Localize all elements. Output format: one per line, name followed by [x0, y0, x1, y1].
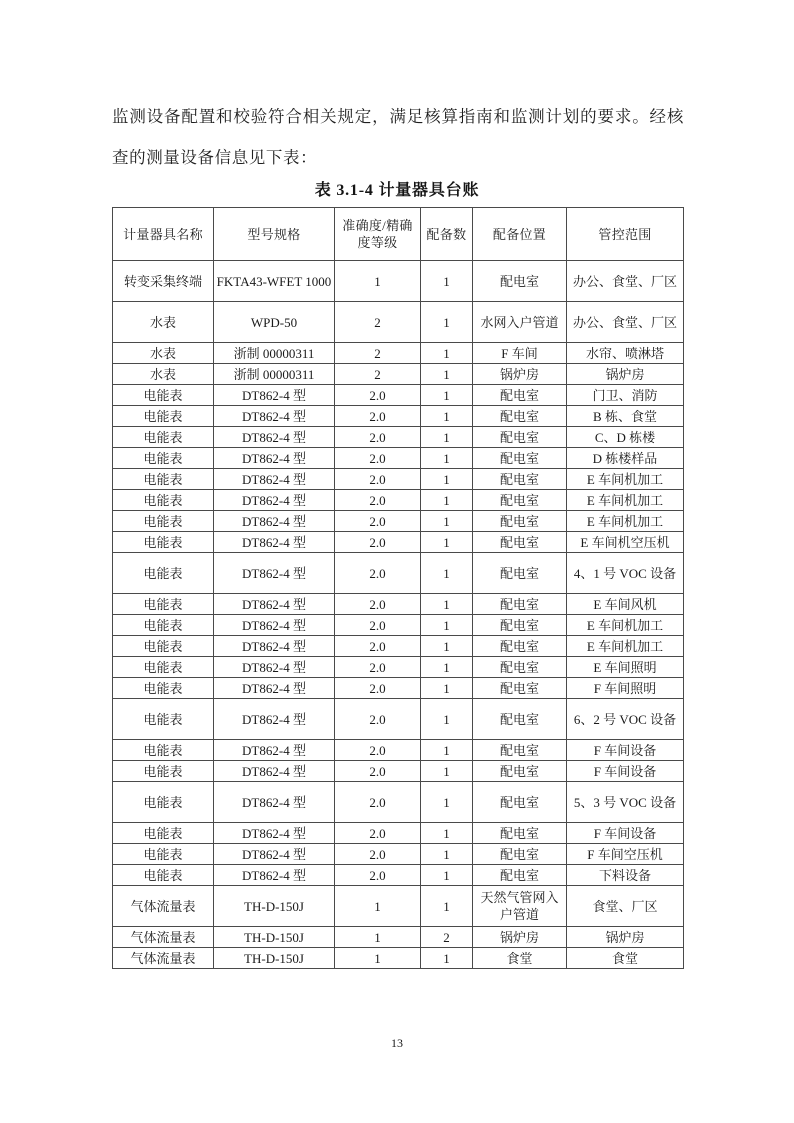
cell-location: 配电室 [473, 636, 567, 657]
cell-accuracy-grade: 1 [335, 948, 421, 969]
cell-accuracy-grade: 2.0 [335, 448, 421, 469]
column-header-device-name: 计量器具名称 [113, 208, 214, 261]
cell-quantity: 1 [421, 699, 473, 740]
cell-model-spec: DT862-4 型 [214, 678, 335, 699]
cell-location: 配电室 [473, 678, 567, 699]
cell-model-spec: DT862-4 型 [214, 406, 335, 427]
column-header-control-scope: 管控范围 [567, 208, 684, 261]
cell-quantity: 1 [421, 865, 473, 886]
cell-device-name: 电能表 [113, 490, 214, 511]
cell-control-scope: E 车间机加工 [567, 636, 684, 657]
cell-quantity: 1 [421, 782, 473, 823]
table-row [113, 948, 684, 969]
cell-model-spec: 浙制 00000311 [214, 364, 335, 385]
cell-model-spec: TH-D-150J [214, 886, 335, 927]
cell-device-name: 电能表 [113, 636, 214, 657]
cell-quantity: 1 [421, 511, 473, 532]
cell-model-spec: DT862-4 型 [214, 699, 335, 740]
cell-model-spec: DT862-4 型 [214, 823, 335, 844]
column-header-location: 配备位置 [473, 208, 567, 261]
table-row [113, 886, 684, 927]
cell-quantity: 1 [421, 948, 473, 969]
body-paragraph: 监测设备配置和校验符合相关规定，满足核算指南和监测计划的要求。经核查的测量设备信息见下表： [112, 107, 684, 167]
cell-location: 配电室 [473, 761, 567, 782]
cell-accuracy-grade: 1 [335, 886, 421, 927]
cell-model-spec: DT862-4 型 [214, 532, 335, 553]
table-header [113, 208, 684, 261]
column-header-model-spec: 型号规格 [214, 208, 335, 261]
cell-control-scope: D 栋楼样品 [567, 448, 684, 469]
cell-accuracy-grade: 2.0 [335, 865, 421, 886]
cell-model-spec: DT862-4 型 [214, 448, 335, 469]
cell-accuracy-grade: 2.0 [335, 678, 421, 699]
cell-location: 配电室 [473, 823, 567, 844]
cell-location: 配电室 [473, 469, 567, 490]
cell-location: F 车间 [473, 343, 567, 364]
cell-device-name: 电能表 [113, 657, 214, 678]
cell-location: 配电室 [473, 782, 567, 823]
cell-device-name: 水表 [113, 302, 214, 343]
cell-quantity: 1 [421, 678, 473, 699]
cell-accuracy-grade: 2.0 [335, 594, 421, 615]
cell-control-scope: E 车间机加工 [567, 469, 684, 490]
table-header-row [113, 208, 684, 261]
cell-accuracy-grade: 2.0 [335, 740, 421, 761]
cell-location: 锅炉房 [473, 364, 567, 385]
table-row [113, 532, 684, 553]
cell-location: 配电室 [473, 699, 567, 740]
cell-accuracy-grade: 2.0 [335, 385, 421, 406]
cell-accuracy-grade: 1 [335, 261, 421, 302]
cell-control-scope: E 车间照明 [567, 657, 684, 678]
cell-quantity: 1 [421, 448, 473, 469]
cell-model-spec: DT862-4 型 [214, 490, 335, 511]
cell-control-scope: C、D 栋楼 [567, 427, 684, 448]
cell-quantity: 1 [421, 823, 473, 844]
cell-quantity: 2 [421, 927, 473, 948]
cell-device-name: 电能表 [113, 469, 214, 490]
cell-quantity: 1 [421, 615, 473, 636]
table-row [113, 782, 684, 823]
cell-device-name: 电能表 [113, 865, 214, 886]
cell-location: 配电室 [473, 740, 567, 761]
cell-device-name: 电能表 [113, 782, 214, 823]
table-row [113, 678, 684, 699]
cell-device-name: 电能表 [113, 511, 214, 532]
cell-model-spec: WPD-50 [214, 302, 335, 343]
cell-quantity: 1 [421, 886, 473, 927]
cell-device-name: 电能表 [113, 678, 214, 699]
cell-quantity: 1 [421, 406, 473, 427]
table-row [113, 865, 684, 886]
cell-location: 锅炉房 [473, 927, 567, 948]
cell-control-scope: 水帘、喷淋塔 [567, 343, 684, 364]
cell-control-scope: E 车间机加工 [567, 490, 684, 511]
cell-device-name: 转变采集终端 [113, 261, 214, 302]
cell-location: 配电室 [473, 657, 567, 678]
cell-device-name: 电能表 [113, 406, 214, 427]
cell-location: 配电室 [473, 448, 567, 469]
cell-model-spec: DT862-4 型 [214, 865, 335, 886]
cell-control-scope: E 车间风机 [567, 594, 684, 615]
cell-accuracy-grade: 2.0 [335, 511, 421, 532]
cell-model-spec: DT862-4 型 [214, 657, 335, 678]
cell-location: 配电室 [473, 865, 567, 886]
table-row [113, 636, 684, 657]
cell-device-name: 电能表 [113, 740, 214, 761]
cell-model-spec: DT862-4 型 [214, 385, 335, 406]
table-row [113, 657, 684, 678]
table-row [113, 448, 684, 469]
cell-device-name: 电能表 [113, 823, 214, 844]
table-row [113, 761, 684, 782]
cell-accuracy-grade: 2.0 [335, 657, 421, 678]
table-caption: 表 3.1-4 计量器具台账 [314, 182, 480, 199]
cell-location: 配电室 [473, 594, 567, 615]
cell-control-scope: 门卫、消防 [567, 385, 684, 406]
table-row [113, 364, 684, 385]
table-row [113, 823, 684, 844]
cell-location: 配电室 [473, 490, 567, 511]
cell-model-spec: DT862-4 型 [214, 782, 335, 823]
table-row [113, 302, 684, 343]
cell-device-name: 气体流量表 [113, 948, 214, 969]
cell-accuracy-grade: 2.0 [335, 490, 421, 511]
cell-device-name: 电能表 [113, 448, 214, 469]
cell-model-spec: DT862-4 型 [214, 636, 335, 657]
cell-accuracy-grade: 2.0 [335, 532, 421, 553]
cell-model-spec: DT862-4 型 [214, 615, 335, 636]
cell-control-scope: F 车间照明 [567, 678, 684, 699]
cell-quantity: 1 [421, 532, 473, 553]
cell-quantity: 1 [421, 594, 473, 615]
cell-device-name: 气体流量表 [113, 927, 214, 948]
cell-device-name: 电能表 [113, 553, 214, 594]
cell-device-name: 电能表 [113, 844, 214, 865]
column-header-quantity: 配备数 [421, 208, 473, 261]
cell-quantity: 1 [421, 427, 473, 448]
cell-control-scope: 锅炉房 [567, 927, 684, 948]
cell-model-spec: DT862-4 型 [214, 594, 335, 615]
table-row [113, 261, 684, 302]
cell-quantity: 1 [421, 761, 473, 782]
cell-device-name: 电能表 [113, 699, 214, 740]
cell-quantity: 1 [421, 657, 473, 678]
cell-control-scope: 办公、食堂、厂区 [567, 261, 684, 302]
cell-control-scope: 下料设备 [567, 865, 684, 886]
cell-quantity: 1 [421, 364, 473, 385]
cell-accuracy-grade: 2.0 [335, 406, 421, 427]
cell-accuracy-grade: 2.0 [335, 427, 421, 448]
cell-quantity: 1 [421, 636, 473, 657]
cell-location: 配电室 [473, 553, 567, 594]
table-row [113, 427, 684, 448]
cell-control-scope: 食堂、厂区 [567, 886, 684, 927]
cell-control-scope: 5、3 号 VOC 设备 [567, 782, 684, 823]
cell-quantity: 1 [421, 740, 473, 761]
body-paragraph-block [112, 96, 684, 178]
cell-device-name: 水表 [113, 364, 214, 385]
table-row [113, 385, 684, 406]
cell-accuracy-grade: 2.0 [335, 615, 421, 636]
cell-control-scope: F 车间设备 [567, 823, 684, 844]
cell-accuracy-grade: 2.0 [335, 553, 421, 594]
cell-accuracy-grade: 2.0 [335, 761, 421, 782]
cell-quantity: 1 [421, 490, 473, 511]
cell-model-spec: DT862-4 型 [214, 511, 335, 532]
cell-model-spec: 浙制 00000311 [214, 343, 335, 364]
cell-control-scope: 锅炉房 [567, 364, 684, 385]
cell-location: 水网入户管道 [473, 302, 567, 343]
cell-accuracy-grade: 2 [335, 364, 421, 385]
cell-control-scope: 4、1 号 VOC 设备 [567, 553, 684, 594]
cell-accuracy-grade: 2.0 [335, 782, 421, 823]
cell-control-scope: F 车间空压机 [567, 844, 684, 865]
cell-device-name: 电能表 [113, 532, 214, 553]
cell-quantity: 1 [421, 844, 473, 865]
table-row [113, 406, 684, 427]
cell-accuracy-grade: 2 [335, 302, 421, 343]
table-row [113, 469, 684, 490]
table-row [113, 594, 684, 615]
cell-control-scope: F 车间设备 [567, 740, 684, 761]
table-row [113, 615, 684, 636]
cell-quantity: 1 [421, 302, 473, 343]
page-number: 13 [391, 1036, 403, 1050]
cell-device-name: 气体流量表 [113, 886, 214, 927]
cell-control-scope: E 车间机空压机 [567, 532, 684, 553]
cell-model-spec: TH-D-150J [214, 927, 335, 948]
cell-accuracy-grade: 2 [335, 343, 421, 364]
cell-quantity: 1 [421, 469, 473, 490]
cell-accuracy-grade: 2.0 [335, 636, 421, 657]
cell-device-name: 电能表 [113, 761, 214, 782]
cell-location: 配电室 [473, 261, 567, 302]
cell-device-name: 电能表 [113, 594, 214, 615]
cell-model-spec: DT862-4 型 [214, 844, 335, 865]
table-row [113, 490, 684, 511]
cell-control-scope: E 车间机加工 [567, 511, 684, 532]
cell-accuracy-grade: 2.0 [335, 823, 421, 844]
cell-location: 配电室 [473, 615, 567, 636]
cell-control-scope: E 车间机加工 [567, 615, 684, 636]
table-body [113, 261, 684, 969]
cell-location: 配电室 [473, 844, 567, 865]
cell-location: 天然气管网入户管道 [473, 886, 567, 927]
cell-quantity: 1 [421, 343, 473, 364]
cell-model-spec: FKTA43-WFET 1000 [214, 261, 335, 302]
cell-model-spec: DT862-4 型 [214, 469, 335, 490]
cell-model-spec: DT862-4 型 [214, 553, 335, 594]
cell-device-name: 电能表 [113, 385, 214, 406]
table-row [113, 699, 684, 740]
cell-location: 配电室 [473, 427, 567, 448]
cell-location: 配电室 [473, 406, 567, 427]
cell-accuracy-grade: 1 [335, 927, 421, 948]
cell-device-name: 电能表 [113, 615, 214, 636]
cell-control-scope: 办公、食堂、厂区 [567, 302, 684, 343]
cell-control-scope: F 车间设备 [567, 761, 684, 782]
cell-quantity: 1 [421, 385, 473, 406]
cell-location: 配电室 [473, 511, 567, 532]
cell-device-name: 水表 [113, 343, 214, 364]
cell-location: 配电室 [473, 532, 567, 553]
cell-control-scope: 食堂 [567, 948, 684, 969]
cell-model-spec: DT862-4 型 [214, 740, 335, 761]
cell-location: 配电室 [473, 385, 567, 406]
table-row [113, 927, 684, 948]
cell-control-scope: B 栋、食堂 [567, 406, 684, 427]
cell-model-spec: TH-D-150J [214, 948, 335, 969]
table-row [113, 343, 684, 364]
cell-accuracy-grade: 2.0 [335, 469, 421, 490]
cell-control-scope: 6、2 号 VOC 设备 [567, 699, 684, 740]
cell-accuracy-grade: 2.0 [335, 844, 421, 865]
cell-accuracy-grade: 2.0 [335, 699, 421, 740]
cell-model-spec: DT862-4 型 [214, 761, 335, 782]
cell-device-name: 电能表 [113, 427, 214, 448]
cell-location: 食堂 [473, 948, 567, 969]
cell-model-spec: DT862-4 型 [214, 427, 335, 448]
metering-device-ledger-table [112, 207, 684, 969]
table-row [113, 844, 684, 865]
cell-quantity: 1 [421, 553, 473, 594]
table-row [113, 553, 684, 594]
cell-quantity: 1 [421, 261, 473, 302]
table-row [113, 740, 684, 761]
column-header-accuracy-grade: 准确度/精确度等级 [335, 208, 421, 261]
table-row [113, 511, 684, 532]
